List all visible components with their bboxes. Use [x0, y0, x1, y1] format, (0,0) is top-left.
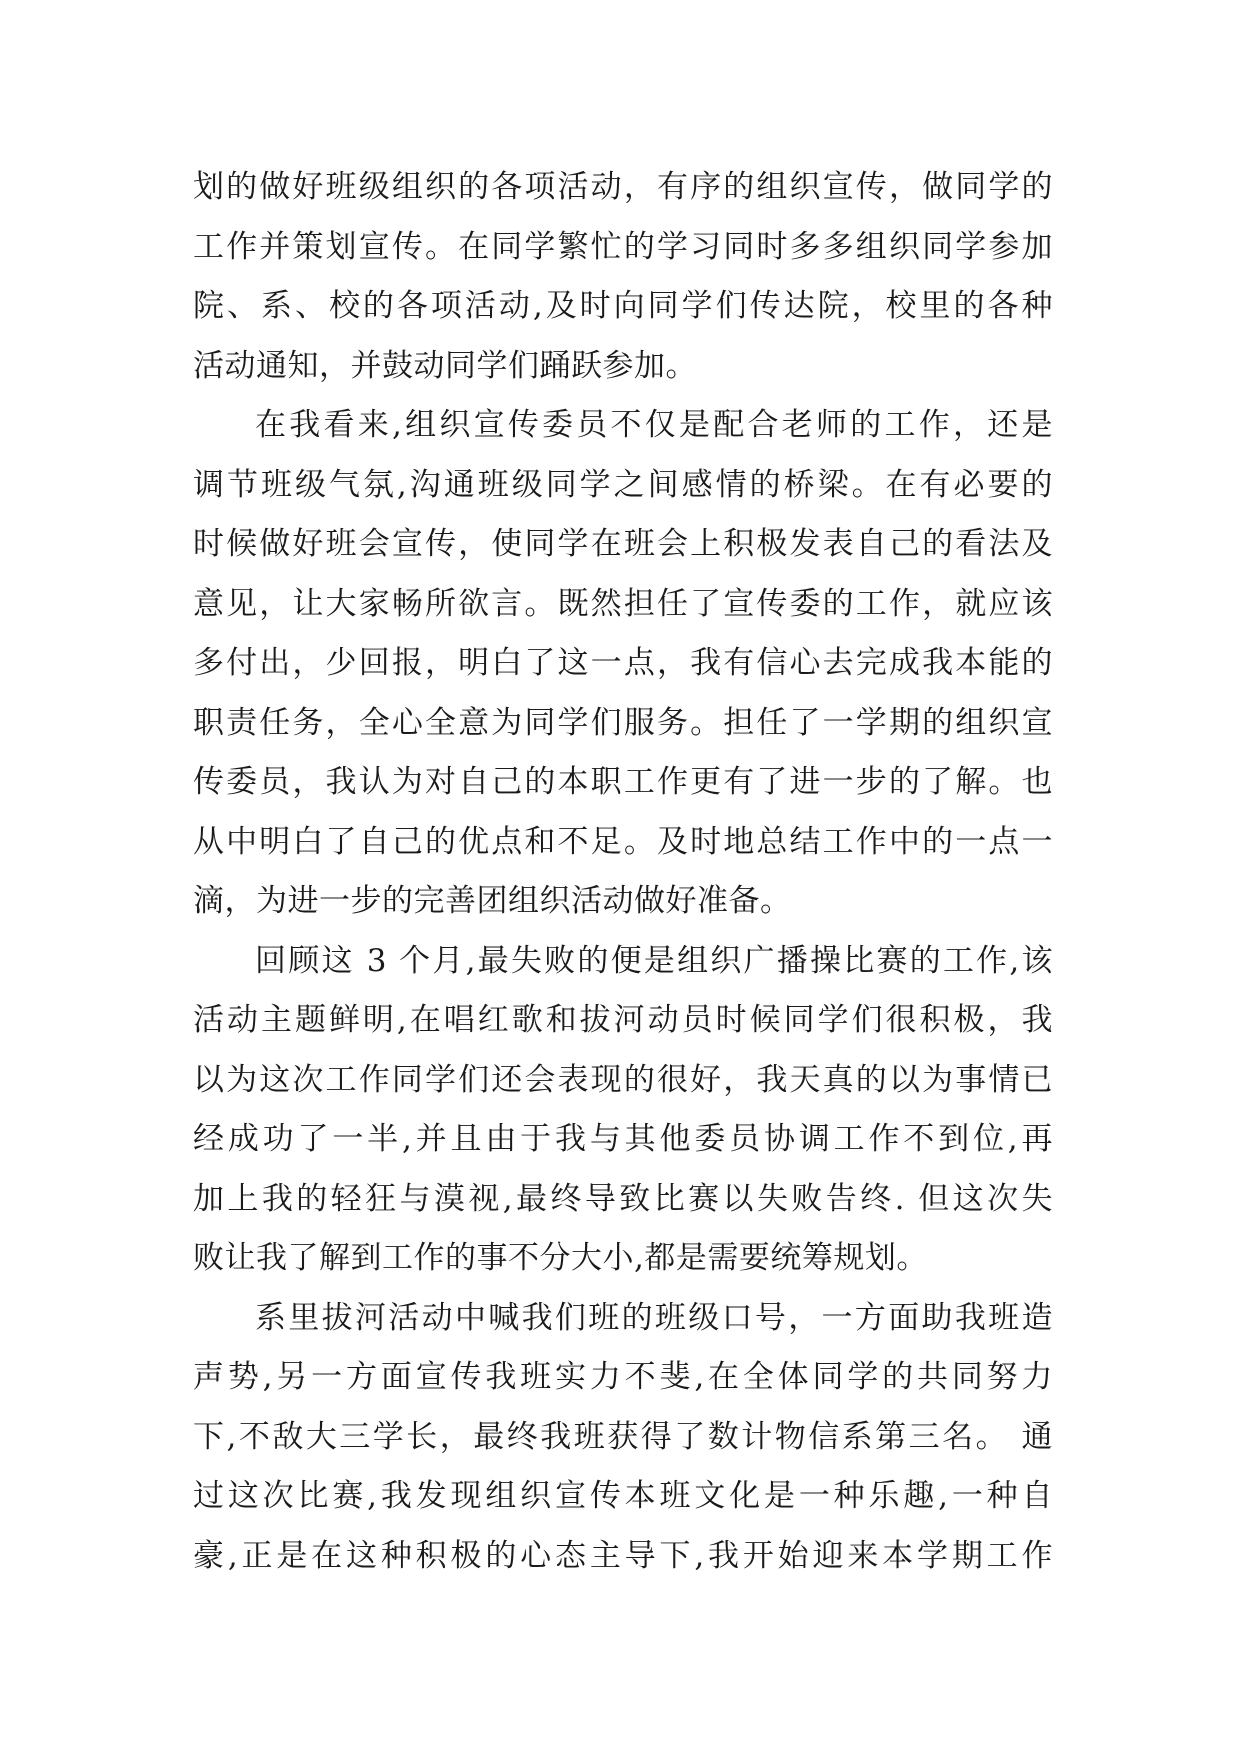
- text-line: 活动通知，并鼓动同学们踊跃参加。: [193, 347, 697, 384]
- document-body: [193, 158, 1053, 1586]
- text-line: 回顾这 3 个月,最失败的便是组织广播操比赛的工作,该: [255, 942, 1053, 979]
- text-line: 滴，为进一步的完善团组织活动做好准备。: [193, 883, 792, 919]
- text-line: 在我看来,组织宣传委员不仅是配合老师的工作，还是: [255, 407, 1053, 443]
- paragraph-3: [193, 932, 1053, 1289]
- text-line: 下,不敌大三学长，最终我班获得了数计物信系第三名。 通: [193, 1418, 1053, 1455]
- text-line: 时候做好班会宣传，使同学在班会上积极发表自己的看法及: [193, 526, 1053, 562]
- text-line: 多付出，少回报，明白了这一点，我有信心去完成我本能的: [193, 645, 1053, 681]
- text-line: 败让我了解到工作的事不分大小,都是需要统筹规划。: [193, 1240, 928, 1276]
- text-line: 加上我的轻狂与漠视,最终导致比赛以失败告终. 但这次失: [193, 1180, 1053, 1217]
- text-line: 过这次比赛,我发现组织宣传本班文化是一种乐趣,一种自: [193, 1478, 1053, 1514]
- text-line: 院、系、校的各项活动,及时向同学们传达院，校里的各种: [193, 288, 1053, 324]
- text-line: 职责任务，全心全意为同学们服务。担任了一学期的组织宣: [193, 704, 1053, 741]
- paragraph-4: [193, 1289, 1053, 1587]
- text-line: 以为这次工作同学们还会表现的很好，我天真的以为事情已: [193, 1061, 1053, 1098]
- paragraph-1: [193, 158, 1053, 396]
- text-line: 经成功了一半,并且由于我与其他委员协调工作不到位,再: [193, 1121, 1053, 1157]
- text-line: 意见，让大家畅所欲言。既然担任了宣传委的工作，就应该: [193, 585, 1053, 622]
- text-line: 豪,正是在这种积极的心态主导下,我开始迎来本学期工作: [193, 1537, 1053, 1574]
- paragraph-2: [193, 396, 1053, 932]
- text-line: 划的做好班级组织的各项活动，有序的组织宣传，做同学的: [193, 169, 1053, 205]
- text-line: 活动主题鲜明,在唱红歌和拔河动员时候同学们很积极，我: [193, 1002, 1053, 1038]
- text-line: 声势,另一方面宣传我班实力不斐,在全体同学的共同努力: [193, 1359, 1053, 1395]
- text-line: 系里拔河活动中喊我们班的班级口号，一方面助我班造: [255, 1299, 1053, 1336]
- text-line: 调节班级气氛,沟通班级同学之间感情的桥梁。在有必要的: [193, 466, 1053, 503]
- text-line: 工作并策划宣传。在同学繁忙的学习同时多多组织同学参加: [193, 228, 1053, 265]
- text-line: 传委员，我认为对自己的本职工作更有了进一步的了解。也: [193, 764, 1053, 800]
- text-line: 从中明白了自己的优点和不足。及时地总结工作中的一点一: [193, 823, 1053, 860]
